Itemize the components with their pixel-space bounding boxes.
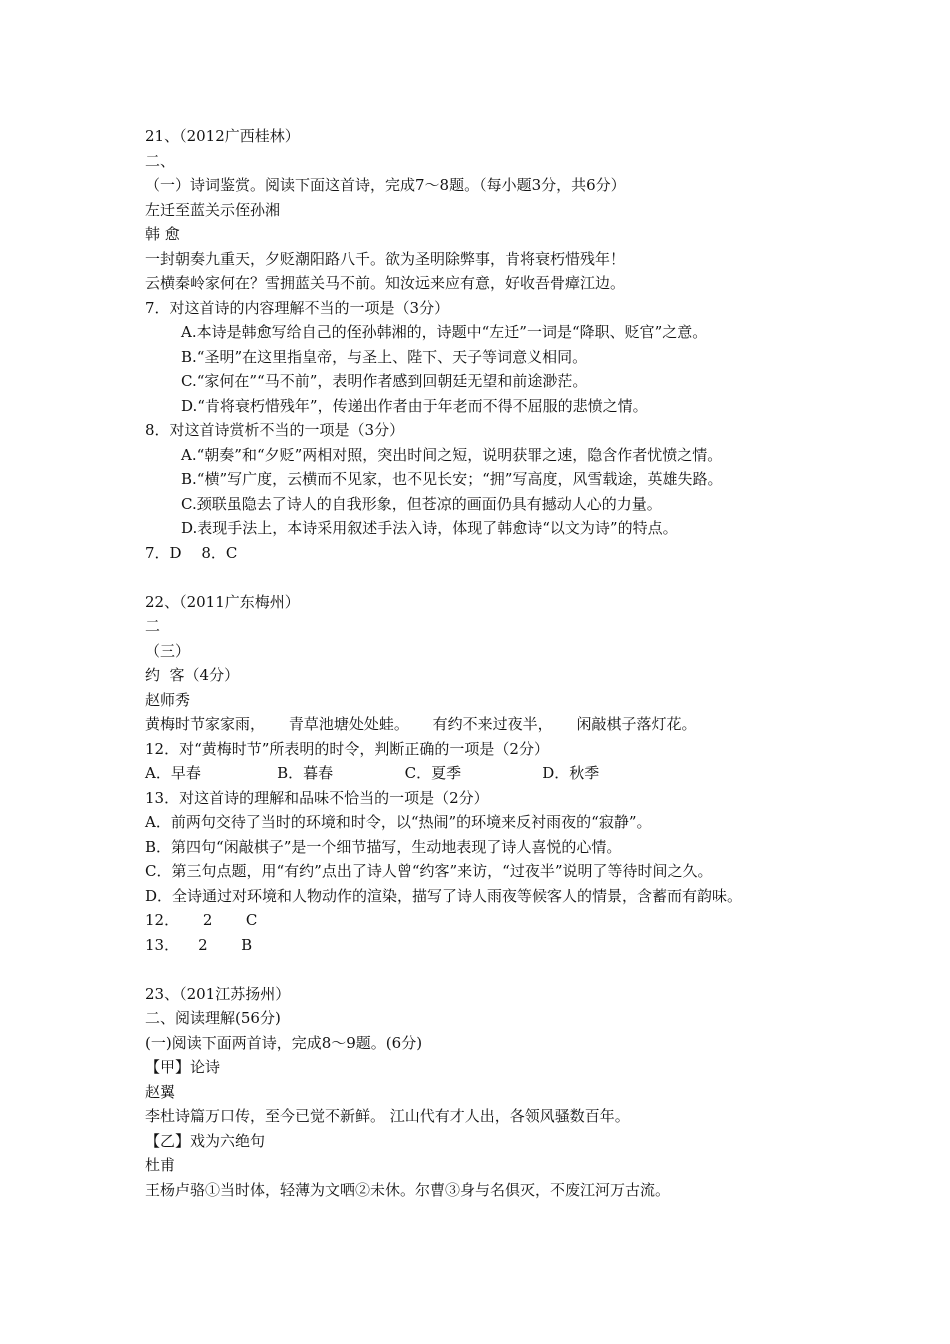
text-line: 13．对这首诗的理解和品味不恰当的一项是（2分）: [145, 788, 489, 807]
text-line: A．早春 B．暮春 C．夏季 D．秋季: [145, 764, 600, 782]
text-line: 【甲】论诗: [145, 1058, 221, 1076]
text-line: A.本诗是韩愈写给自己的侄孙韩湘的，诗题中“左迁”一词是“降职、贬官”之意。: [181, 323, 708, 341]
text-line: A.“朝奏”和“夕贬”两相对照，突出时间之短，说明获罪之速，隐含作者忧愤之情。: [181, 445, 723, 464]
text-line: 【乙】戏为六绝句: [145, 1131, 266, 1150]
text-line: 李杜诗篇万口传，至今已觉不新鲜。 江山代有才人出，各领风骚数百年。: [145, 1107, 630, 1125]
text-line: B．第四句“闲敲棋子”是一个细节描写，生动地表现了诗人喜悦的心情。: [145, 837, 622, 856]
section-gap: [145, 565, 845, 590]
text-line: 左迁至蓝关示侄孙湘: [145, 200, 281, 219]
question-section: [145, 982, 845, 1203]
text-line: D.表现手法上，本诗采用叙述手法入诗，体现了韩愈诗“以文为诗”的特点。: [181, 519, 678, 537]
text-line: B.“横”写广度，云横而不见家，也不见长安；“拥”写高度，风雪载途，英雄失路。: [181, 470, 723, 488]
text-line: 云横秦岭家何在？雪拥蓝关马不前。知汝远来应有意，好收吾骨瘴江边。: [145, 274, 626, 292]
text-line: 22、（2011广东梅州）: [145, 592, 300, 611]
text-line: (一)阅读下面两首诗，完成8～9题。(6分): [145, 1033, 423, 1052]
text-line: 13． 2 B: [145, 935, 253, 954]
text-line: 8．对这首诗赏析不当的一项是（3分）: [145, 421, 405, 439]
text-line: 21、（2012广西桂林）: [145, 127, 300, 145]
text-line: 赵师秀: [145, 690, 191, 709]
text-line: C.颈联虽隐去了诗人的自我形象，但苍凉的画面仍具有撼动人心的力量。: [181, 494, 662, 513]
text-line: D．全诗通过对环境和人物动作的渲染，描写了诗人雨夜等候客人的情景，含蓄而有韵味。: [145, 886, 743, 905]
text-line: （三）: [145, 641, 191, 660]
section-gap: [145, 957, 845, 982]
text-line: A．前两句交待了当时的环境和时令，以“热闹”的环境来反衬雨夜的“寂静”。: [145, 813, 652, 831]
question-section: [145, 590, 845, 958]
text-line: 王杨卢骆①当时体，轻薄为文哂②未休。尔曹③身与名俱灭，不废江河万古流。: [145, 1180, 671, 1199]
text-line: 杜甫: [145, 1156, 176, 1174]
question-section: [145, 124, 845, 565]
text-line: 一封朝奏九重天，夕贬潮阳路八千。欲为圣明除弊事，肯将衰朽惜残年！: [145, 249, 626, 268]
text-line: 二: [145, 617, 161, 635]
text-line: 7．D 8．C: [145, 543, 238, 562]
text-line: 约 客（4分）: [145, 666, 240, 684]
text-line: 韩 愈: [145, 225, 180, 243]
document-body: [145, 124, 845, 1202]
text-line: 赵翼: [145, 1082, 176, 1101]
text-line: 黄梅时节家家雨， 青草池塘处处蛙。 有约不来过夜半， 闲敲棋子落灯花。: [145, 715, 697, 733]
text-line: C.“家何在”“马不前”，表明作者感到回朝廷无望和前途渺茫。: [181, 372, 588, 390]
text-line: D.“肯将衰朽惜残年”，传递出作者由于年老而不得不屈服的悲愤之情。: [181, 396, 648, 415]
text-line: 23、（201江苏扬州）: [145, 984, 291, 1003]
text-line: 7．对这首诗的内容理解不当的一项是（3分）: [145, 298, 450, 317]
text-line: B.“圣明”在这里指皇帝，与圣上、陛下、天子等词意义相同。: [181, 347, 588, 366]
text-line: C．第三句点题，用“有约”点出了诗人曾“约客”来访，“过夜半”说明了等待时间之久。: [145, 862, 713, 880]
text-line: 12．对“黄梅时节”所表明的时令，判断正确的一项是（2分）: [145, 739, 549, 758]
text-line: 二、: [145, 151, 176, 170]
text-line: 12． 2 C: [145, 911, 258, 929]
text-line: （一）诗词鉴赏。阅读下面这首诗，完成7～8题。（每小题3分，共6分）: [145, 176, 626, 194]
text-line: 二、阅读理解(56分): [145, 1009, 281, 1027]
